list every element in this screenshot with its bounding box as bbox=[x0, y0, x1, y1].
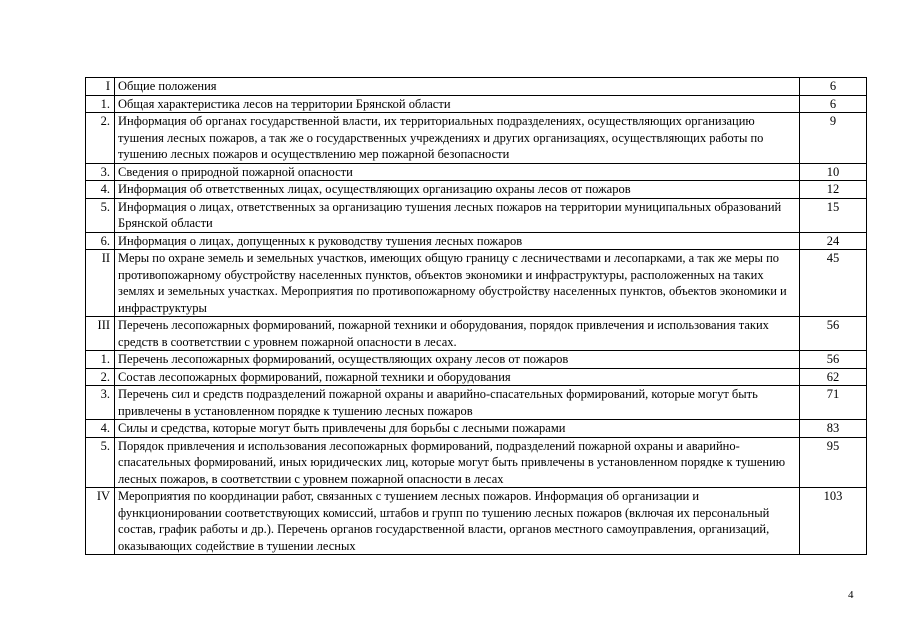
toc-row bbox=[86, 163, 867, 181]
toc-row-page: 71 bbox=[799, 386, 866, 420]
toc-row-page: 56 bbox=[799, 317, 866, 351]
toc-row-number: IV bbox=[86, 488, 115, 555]
toc-row-number: 5. bbox=[86, 437, 115, 488]
toc-row bbox=[86, 181, 867, 199]
toc-row-page: 45 bbox=[799, 250, 866, 317]
toc-row-title: Общие положения bbox=[115, 78, 800, 96]
toc-row-title: Перечень лесопожарных формирований, пожарной техники и оборудования, порядок привлечения и использования таких средств в соответствии с уровнем пожарной опасности в лесах. bbox=[115, 317, 800, 351]
toc-row-title: Информация об органах государственной власти, их территориальных подразделениях, осуществляющих организацию тушения лесных пожаров, а так же о государственных учреждениях и других организациях, осуществляющих работы по тушению лесных пожаров и осуществлению мер пожарной безопасности bbox=[115, 113, 800, 164]
toc-row-title: Информация о лицах, ответственных за организацию тушения лесных пожаров на территории муниципальных образований Брянской области bbox=[115, 198, 800, 232]
toc-row-page: 6 bbox=[799, 95, 866, 113]
toc-row-title: Информация о лицах, допущенных к руководству тушения лесных пожаров bbox=[115, 232, 800, 250]
toc-row-page: 9 bbox=[799, 113, 866, 164]
toc-row-number: 1. bbox=[86, 95, 115, 113]
toc-row-number: 1. bbox=[86, 351, 115, 369]
toc-row-title: Мероприятия по координации работ, связанных с тушением лесных пожаров. Информация об организации и функционировании соответствующих комиссий, штабов и групп по тушению лесных пожаров (включая их персональный состав, график работы и др.). Перечень органов государственной власти, органов местного самоуправления, организаций, оказывающих содействие в тушении лесных bbox=[115, 488, 800, 555]
toc-row-number: I bbox=[86, 78, 115, 96]
toc-row-title: Перечень сил и средств подразделений пожарной охраны и аварийно-спасательных формирований, которые могут быть привлечены в установленном порядке к тушению лесных пожаров bbox=[115, 386, 800, 420]
toc-row-number: 3. bbox=[86, 386, 115, 420]
page-number: 4 bbox=[848, 589, 854, 601]
toc-row-title: Общая характеристика лесов на территории Брянской области bbox=[115, 95, 800, 113]
toc-row bbox=[86, 113, 867, 164]
toc-row bbox=[86, 95, 867, 113]
toc-row-number: 2. bbox=[86, 368, 115, 386]
toc-row-number: 6. bbox=[86, 232, 115, 250]
toc-row-title: Порядок привлечения и использования лесопожарных формирований, подразделений пожарной охраны и аварийно-спасательных формирований, иных юридических лиц, которые могут быть привлечены в установленном порядке к тушению лесных пожаров, в соответствии с уровнем пожарной опасности в лесах bbox=[115, 437, 800, 488]
toc-row bbox=[86, 386, 867, 420]
toc-row bbox=[86, 78, 867, 96]
toc-row-title: Информация об ответственных лицах, осуществляющих организацию охраны лесов от пожаров bbox=[115, 181, 800, 199]
toc-row-number: 4. bbox=[86, 420, 115, 438]
toc-row bbox=[86, 351, 867, 369]
toc-row-page: 103 bbox=[799, 488, 866, 555]
toc-row-title: Меры по охране земель и земельных участков, имеющих общую границу с лесничествами и лесопарками, а так же меры по противопожарному обустройству населенных пунктов, объектов экономики и инфраструктуры, расположенных на таких землях и земельных участках. Мероприятия по противопожарному обустройству населенных пунктов, объектов экономики и инфраструктуры bbox=[115, 250, 800, 317]
toc-row bbox=[86, 250, 867, 317]
toc-row bbox=[86, 437, 867, 488]
toc-row-number: 3. bbox=[86, 163, 115, 181]
toc-row-page: 6 bbox=[799, 78, 866, 96]
toc-row-page: 15 bbox=[799, 198, 866, 232]
toc-row-page: 83 bbox=[799, 420, 866, 438]
toc-row-number: 5. bbox=[86, 198, 115, 232]
toc-row-page: 95 bbox=[799, 437, 866, 488]
toc-row bbox=[86, 420, 867, 438]
toc-row-page: 12 bbox=[799, 181, 866, 199]
toc-row-title: Перечень лесопожарных формирований, осуществляющих охрану лесов от пожаров bbox=[115, 351, 800, 369]
toc-row-title: Состав лесопожарных формирований, пожарной техники и оборудования bbox=[115, 368, 800, 386]
toc-row bbox=[86, 488, 867, 555]
toc-row-title: Сведения о природной пожарной опасности bbox=[115, 163, 800, 181]
toc-row-number: III bbox=[86, 317, 115, 351]
toc-row-page: 56 bbox=[799, 351, 866, 369]
toc-row bbox=[86, 198, 867, 232]
toc-row-number: II bbox=[86, 250, 115, 317]
toc-row-title: Силы и средства, которые могут быть привлечены для борьбы с лесными пожарами bbox=[115, 420, 800, 438]
toc-row bbox=[86, 232, 867, 250]
toc-row bbox=[86, 368, 867, 386]
toc-row bbox=[86, 317, 867, 351]
toc-row-page: 10 bbox=[799, 163, 866, 181]
toc-row-page: 62 bbox=[799, 368, 866, 386]
table-of-contents bbox=[85, 77, 867, 555]
toc-row-number: 4. bbox=[86, 181, 115, 199]
toc-row-number: 2. bbox=[86, 113, 115, 164]
toc-row-page: 24 bbox=[799, 232, 866, 250]
